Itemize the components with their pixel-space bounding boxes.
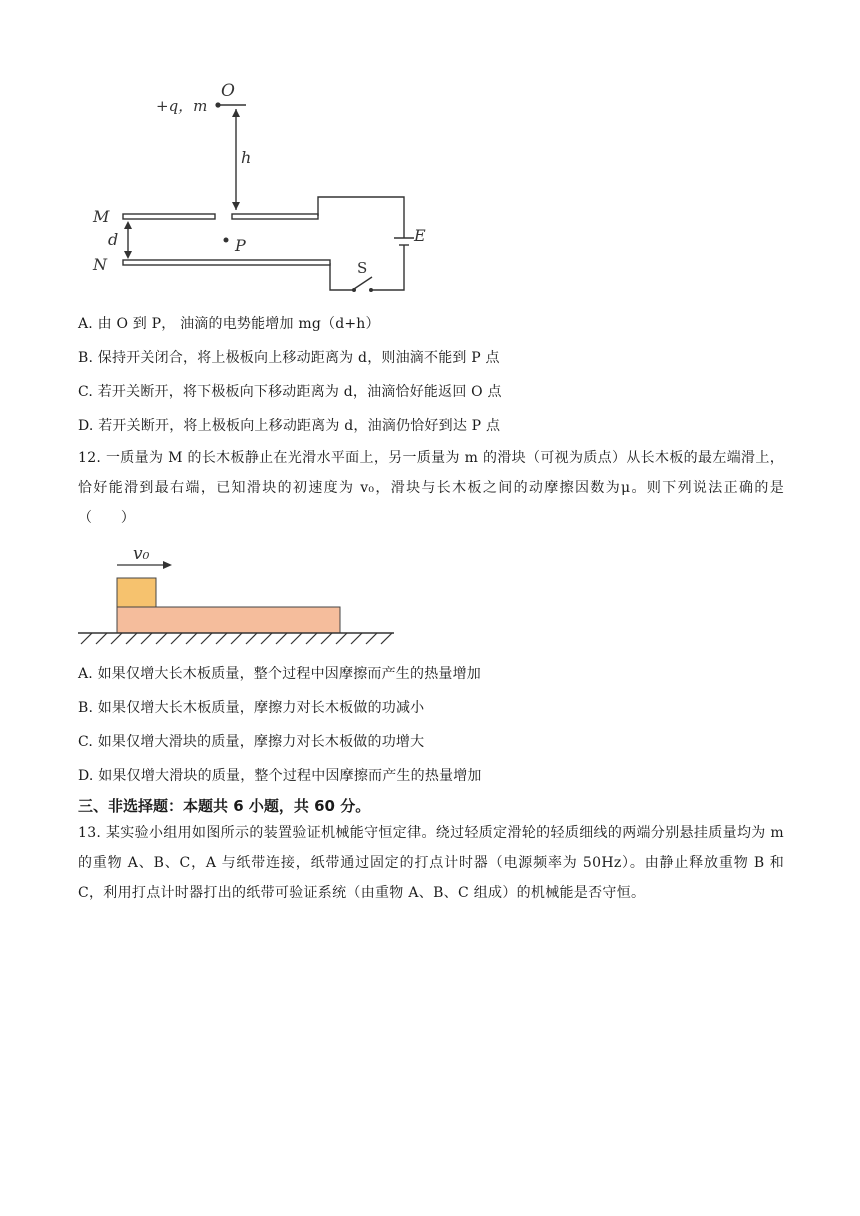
q12-stem: 12. 一质量为 M 的长木板静止在光滑水平面上，另一质量为 m 的滑块（可视为质点）从长木板的最左端滑上，恰好能滑到最右端，已知滑块的初速度为 v₀，滑块与长木板之间的动摩擦因数为μ。则下列说法正确的是（ ） xyxy=(78,450,784,526)
hatch-line xyxy=(366,633,377,644)
hatch-line xyxy=(246,633,257,644)
block-board-figure xyxy=(0,540,860,650)
d-label: d xyxy=(108,230,119,249)
q12-option-d: D. 如果仅增大滑块的质量，整个过程中因摩擦而产生的热量增加 xyxy=(78,768,482,784)
h-label: h xyxy=(241,148,252,167)
hatch-line xyxy=(291,633,302,644)
q11-option-d: D. 若开关断开，将上极板向上移动距离为 d，油滴仍恰好到达 P 点 xyxy=(78,418,501,434)
capacitor-circuit-figure xyxy=(0,0,860,300)
hatch-line xyxy=(111,633,122,644)
hatch-line xyxy=(201,633,212,644)
ground-hatching xyxy=(81,633,392,644)
charge-mass-label: +q，m xyxy=(156,97,208,115)
q12-option-a: A. 如果仅增大长木板质量，整个过程中因摩擦而产生的热量增加 xyxy=(78,666,482,682)
hatch-line xyxy=(216,633,227,644)
q13-stem: 13. 某实验小组用如图所示的装置验证机械能守恒定律。绕过轻质定滑轮的轻质细线的两端分别悬挂质量均为 m 的重物 A、B、C，A 与纸带连接，纸带通过固定的打点计时器（电源频率为 50Hz）。由静止释放重物 B 和 C，利用打点计时器打出的纸带可验证系统（由重物 A、B、C 组成）的机械能是否守恒。 xyxy=(78,825,784,901)
hatch-line xyxy=(276,633,287,644)
point-p-label: P xyxy=(235,236,246,255)
q11-option-b: B. 保持开关闭合，将上极板向上移动距离为 d，则油滴不能到 P 点 xyxy=(78,350,500,366)
switch-s-label: S xyxy=(357,259,368,277)
hatch-line xyxy=(141,633,152,644)
v0-label: v₀ xyxy=(133,544,150,564)
hatch-line xyxy=(81,633,92,644)
q12-option-b: B. 如果仅增大长木板质量，摩擦力对长木板做的功减小 xyxy=(78,700,425,716)
q12-option-c: C. 如果仅增大滑块的质量，摩擦力对长木板做的功增大 xyxy=(78,734,425,750)
battery-e-label: E xyxy=(414,226,426,245)
q11-option-a: A. 由 O 到 P， 油滴的电势能增加 mg（d+h） xyxy=(78,316,380,332)
hatch-line xyxy=(126,633,137,644)
slider-block xyxy=(117,578,156,607)
q11-option-c: C. 若开关断开，将下极板向下移动距离为 d，油滴恰好能返回 O 点 xyxy=(78,384,502,400)
hatch-line xyxy=(336,633,347,644)
hatch-line xyxy=(171,633,182,644)
plate-n-label: N xyxy=(93,255,107,274)
hatch-line xyxy=(381,633,392,644)
hatch-line xyxy=(351,633,362,644)
hatch-line xyxy=(321,633,332,644)
plate-m-label: M xyxy=(93,207,110,226)
hatch-line xyxy=(306,633,317,644)
hatch-line xyxy=(261,633,272,644)
hatch-line xyxy=(96,633,107,644)
hatch-line xyxy=(156,633,167,644)
long-board xyxy=(117,607,340,633)
hatch-line xyxy=(186,633,197,644)
section-heading: 三、非选择题：本题共 6 小题，共 60 分。 xyxy=(78,797,371,815)
point-o-label: O xyxy=(221,81,235,101)
hatch-line xyxy=(231,633,242,644)
